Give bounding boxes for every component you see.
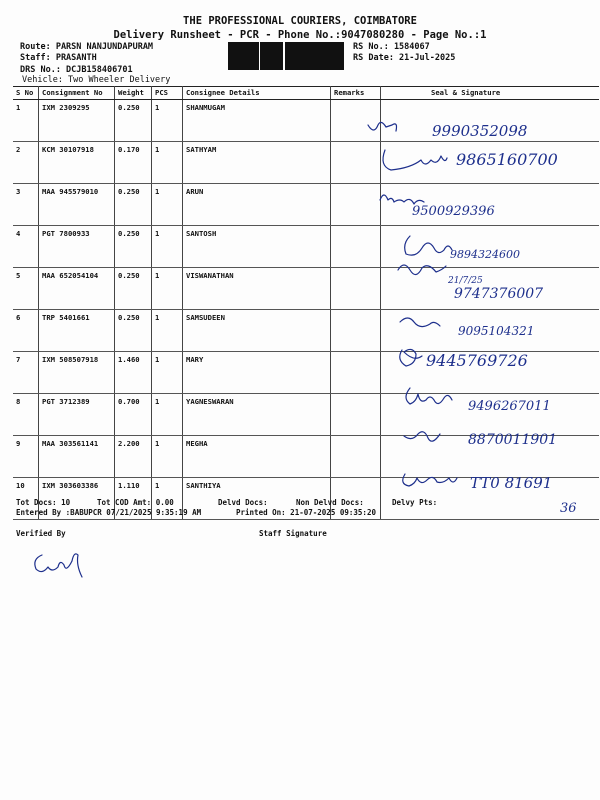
weight-cell: 0.250 [115,184,152,226]
non-delivered-docs: Non Delvd Docs: [296,498,364,507]
sno-cell: 5 [13,268,39,310]
signature-scribble [400,349,422,366]
sno-cell: 6 [13,310,39,352]
consignment-no-cell: MAA 945579010 [39,184,115,226]
col-header: Remarks [331,87,381,100]
vehicle: Vehicle: Two Wheeler Delivery [22,75,171,85]
signature-scribble [368,122,397,131]
col-header: Consignment No [39,87,115,100]
signature-scribble [398,265,446,275]
col-header: Seal & Signature [381,87,600,100]
consignment-no-cell: IXM 303603386 [39,478,115,520]
signature-scribble [406,388,452,404]
consignment-no-cell: PGT 3712389 [39,394,115,436]
consignee-cell: MARY [183,352,331,394]
entered-by: Entered By :BABUPCR 07/21/2025 9:35:19 AM [16,508,202,517]
drs-no: DRS No.: DCJB158406701 [20,65,133,75]
rs-no: RS No.: 1584067 [353,42,430,52]
verified-by-label: Verified By [16,529,66,538]
pcs-cell: 1 [152,226,183,268]
weight-cell: 2.200 [115,436,152,478]
consignment-no-cell: MAA 652054104 [39,268,115,310]
rs-date: RS Date: 21-Jul-2025 [353,53,456,63]
handwritten-phone: 8870011901 [468,432,558,448]
consignee-cell: SAMSUDEEN [183,310,331,352]
handwritten-phone: 9865160700 [456,150,558,169]
handwritten-phone: 9747376007 [454,286,544,302]
weight-cell: 0.170 [115,142,152,184]
signature-scribble [380,195,424,204]
consignee-cell: SANTOSH [183,226,331,268]
delivered-docs: Delvd Docs: [218,498,268,507]
handwritten-date: 21/7/25 [448,276,483,286]
sno-cell: 3 [13,184,39,226]
printed-on: Printed On: 21-07-2025 09:35:20 [236,508,376,517]
signature-scribble [400,318,440,327]
consignment-no-cell: TRP 5401661 [39,310,115,352]
signature-scribble [405,236,452,255]
consignee-cell: SANTHIYA [183,478,331,520]
consignee-cell: SHANMUGAM [183,100,331,142]
total-docs: Tot Docs: 10 [16,498,71,507]
consignee-cell: SATHYAM [183,142,331,184]
pcs-cell: 1 [152,310,183,352]
consignment-no-cell: IXM 508507918 [39,352,115,394]
handwritten-phone: 9990352098 [432,122,528,140]
pcs-cell: 1 [152,184,183,226]
consignee-cell: VISWANATHAN [183,268,331,310]
consignee-cell: YAGNESWARAN [183,394,331,436]
staff-signature-label: Staff Signature [259,529,327,538]
handwritten-phone: TT0 81691 [470,474,553,492]
weight-cell: 0.250 [115,100,152,142]
consignee-cell: ARUN [183,184,331,226]
sno-cell: 8 [13,394,39,436]
weight-cell: 0.700 [115,394,152,436]
verifier-signature [35,554,82,577]
sno-cell: 7 [13,352,39,394]
signature-scribble [404,432,440,441]
consignment-no-cell: MAA 303561141 [39,436,115,478]
col-header: Weight [115,87,152,100]
signature-scribble [403,474,457,486]
sno-cell: 2 [13,142,39,184]
consignment-no-cell: PGT 7800933 [39,226,115,268]
delivery-points: Delvy Pts: [392,498,438,507]
col-header: Consignee Details [183,87,331,100]
consignment-no-cell: KCM 30107918 [39,142,115,184]
weight-cell: 1.110 [115,478,152,520]
pcs-cell: 1 [152,142,183,184]
sno-cell: 4 [13,226,39,268]
handwritten-phone: 9500929396 [412,204,495,219]
weight-cell: 0.250 [115,310,152,352]
col-header: PCS [152,87,183,100]
weight-cell: 0.250 [115,268,152,310]
handwritten-phone: 9445769726 [426,351,528,370]
pcs-cell: 1 [152,100,183,142]
pcs-cell: 1 [152,394,183,436]
sno-cell: 10 [13,478,39,520]
pcs-cell: 1 [152,352,183,394]
weight-cell: 1.460 [115,352,152,394]
col-header: S No [13,87,39,100]
pcs-cell: 1 [152,268,183,310]
total-cod: Tot COD Amt: 0.00 [97,498,174,507]
consignee-cell: MEGHA [183,436,331,478]
company-title: THE PROFESSIONAL COURIERS, COIMBATORE [183,15,417,27]
handwritten-note: 36 [560,501,577,516]
pcs-cell: 1 [152,436,183,478]
handwritten-phone: 9894324600 [450,248,520,261]
handwritten-phone: 9496267011 [468,399,551,414]
staff: Staff: PRASANTH [20,53,97,63]
consignment-no-cell: IXM 2309295 [39,100,115,142]
runsheet-title: Delivery Runsheet - PCR - Phone No.:9047080280 - Page No.:1 [113,29,487,41]
signature-scribble [383,150,447,170]
route: Route: PARSN NANJUNDAPURAM [20,42,154,52]
sno-cell: 1 [13,100,39,142]
handwritten-phone: 9095104321 [458,324,535,338]
sno-cell: 9 [13,436,39,478]
weight-cell: 0.250 [115,226,152,268]
pcs-cell: 1 [152,478,183,520]
